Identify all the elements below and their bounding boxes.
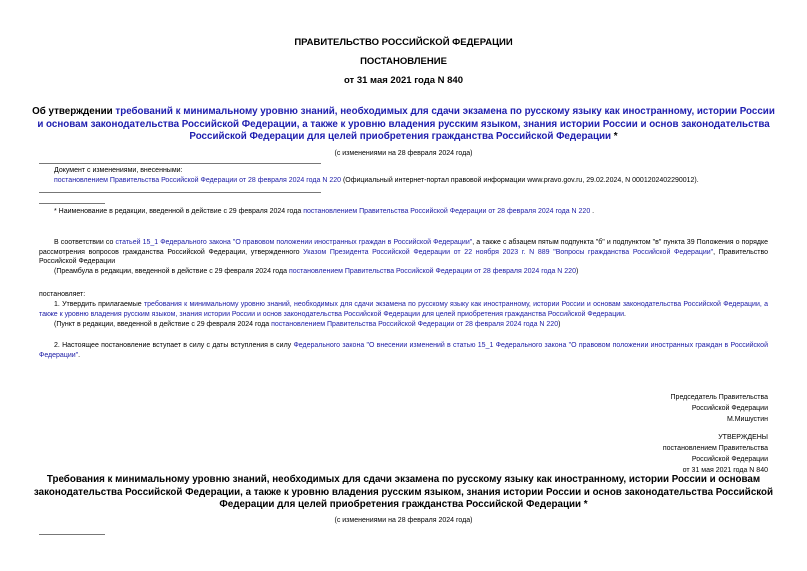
item1-link[interactable]: требования к минимальному уровню знаний, необходимых для сдачи экзамена по русскому языку как иностранному, истории России и основам законодательства Российской Федерации, а также к уровню владения русским языком, знания истории России и основ законодательства Российской Федерации для целей приобретения гражданства Российской Федерации bbox=[39, 301, 768, 318]
approved-line-4: от 31 мая 2021 года N 840 bbox=[682, 467, 768, 474]
preamble-text-1: В соответствии со bbox=[54, 239, 116, 246]
footnote-divider-2 bbox=[39, 534, 105, 535]
government-heading: ПРАВИТЕЛЬСТВО РОССИЙСКОЙ ФЕДЕРАЦИИ bbox=[294, 37, 513, 48]
item1-end: . bbox=[624, 310, 626, 318]
divider-top bbox=[39, 163, 321, 164]
preamble-note-link[interactable]: постановлением Правительства Российской Федерации от 28 февраля 2024 года N 220 bbox=[288, 268, 576, 275]
signature-block bbox=[671, 392, 768, 425]
title-suffix: * bbox=[611, 131, 618, 142]
item2-end: . bbox=[78, 351, 81, 359]
title-link[interactable]: требований к минимальному уровню знаний, необходимых для сдачи экзамена по русскому языку как иностранному, истории России и основам законодательства Российской Федерации, а также к уровню владения русским языком, знания истории России и основ законодательства Российской Федерации для целей приобретения гражданства Российской Федерации bbox=[37, 106, 775, 142]
signature-line-1: Председатель Правительства bbox=[670, 394, 768, 401]
preamble-link-1[interactable]: статьей 15_1 Федерального закона "О правовом положении иностранных граждан в Российской Федерации" bbox=[115, 239, 473, 246]
preamble-text-3: , Правительство Российской Федерации bbox=[39, 248, 768, 265]
footnote-end: . bbox=[590, 208, 595, 215]
decree-item-2 bbox=[39, 341, 768, 360]
approved-line-2: постановлением Правительства bbox=[662, 445, 768, 452]
title-prefix: Об утверждении bbox=[32, 106, 116, 117]
preamble-note bbox=[54, 267, 774, 277]
decree-item-1 bbox=[39, 300, 768, 319]
approved-line-1: УТВЕРЖДЕНЫ bbox=[718, 434, 768, 441]
amended-rest: (Официальный интернет-портал правовой информации www.pravo.gov.ru, 29.02.2024, N 0001202402290012). bbox=[341, 176, 699, 184]
item2-prefix: 2. Настоящее постановление вступает в силу с даты вступления в силу bbox=[54, 342, 294, 349]
doc-date-number: от 31 мая 2021 года N 840 bbox=[343, 75, 464, 86]
decree-word: постановляет: bbox=[39, 291, 86, 298]
preamble-note-end: ) bbox=[575, 268, 579, 275]
item1-note-link[interactable]: постановлением Правительства Российской Федерации от 28 февраля 2024 года N 220 bbox=[271, 321, 559, 328]
preamble-paragraph bbox=[39, 238, 768, 267]
divider-bottom bbox=[39, 192, 321, 193]
item2-link[interactable]: Федерального закона "О внесении изменений в статью 15_1 Федерального закона "О правовом положении иностранных граждан в Российской Федерации" bbox=[39, 342, 768, 359]
doc-type-heading: ПОСТАНОВЛЕНИЕ bbox=[360, 56, 447, 67]
document-title bbox=[30, 106, 777, 144]
footnote-text: * Наименование в редакции, введенной в действие с 29 февраля 2024 года bbox=[54, 208, 304, 215]
approved-line-3: Российской Федерации bbox=[691, 456, 768, 463]
requirements-title: Требования к минимальному уровню знаний, необходимых для сдачи экзамена по русскому языку как иностранному, истории России и основам законодательства Российской Федерации, а также к уровню владения русским языком, знания истории России и основ законодательства Российской Федерации для целей приобретения гражданства Российской Федерации * bbox=[33, 474, 774, 510]
changes-note: (с изменениями на 28 февраля 2024 года) bbox=[334, 150, 473, 157]
preamble-text-2: , а также с абзацем пятым подпункта "б" и подпунктом "в" пункта 39 Положения о порядке рассмотрения вопросов гражданства Российской Федерации, утвержденного bbox=[39, 239, 769, 256]
footnote bbox=[54, 207, 774, 217]
preamble-note-text: (Преамбула в редакции, введенной в действие с 29 февраля 2024 года bbox=[54, 268, 289, 275]
footnote-link[interactable]: постановлением Правительства Российской Федерации от 28 февраля 2024 года N 220 bbox=[303, 208, 591, 215]
item1-note-end: ) bbox=[558, 321, 561, 328]
amended-link[interactable]: постановлением Правительства Российской Федерации от 28 февраля 2024 года N 220 bbox=[54, 176, 341, 184]
amended-line1: Документ с изменениями, внесенными: bbox=[54, 167, 183, 174]
preamble-link-2[interactable]: Указом Президента Российской Федерации от 22 ноября 2023 г. N 889 "Вопросы гражданства Российской Федерации" bbox=[303, 248, 714, 256]
changes-note-2: (с изменениями на 28 февраля 2024 года) bbox=[334, 517, 473, 524]
signature-line-2: Российской Федерации bbox=[691, 405, 768, 412]
item1-prefix: 1. Утвердить прилагаемые bbox=[54, 301, 144, 308]
item1-note-text: (Пункт в редакции, введенной в действие с 29 февраля 2024 года bbox=[54, 321, 272, 328]
item1-note bbox=[54, 320, 774, 330]
signature-line-3: М.Мишустин bbox=[726, 416, 768, 423]
footnote-divider bbox=[39, 203, 105, 204]
approved-block bbox=[663, 432, 768, 476]
amended-block bbox=[54, 166, 774, 185]
